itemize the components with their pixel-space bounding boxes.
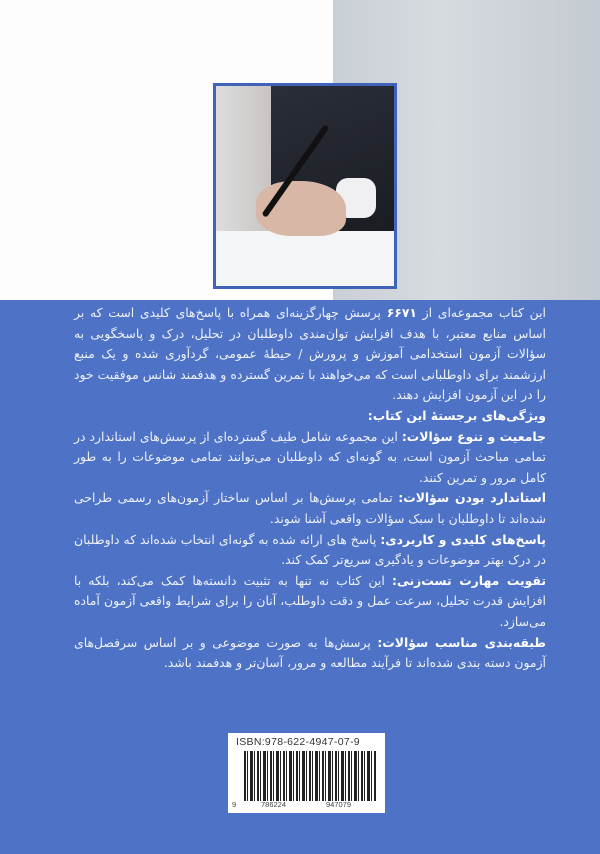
barcode-group-right: 947079 bbox=[326, 800, 352, 809]
features-heading: ویژگی‌های برجستهٔ این کتاب: bbox=[367, 407, 546, 423]
barcode-group-left: 786224 bbox=[261, 800, 287, 809]
intro-paragraph: این کتاب مجموعه‌ای از ۶۶۷۱ پرسش چهارگزینه‌ای همراه با پاسخ‌های کلیدی است که بر اساس منابع معتبر، با هدف افزایش توان‌مندی داوطلبان در تحلیل، درک و پاسخگویی به سؤالات آزمون استخدامی آموزش و پرورش / حیطهٔ عمومی، گردآوری شده و یک منبع ارزشمند برای داوطلبانی است که می‌خواهند با تمرین گسترده و هدفمند شانس موفقیت خود را در این آزمون افزایش دهند. bbox=[74, 305, 546, 403]
feature-item: پاسخ‌های کلیدی و کاربردی: پاسخ های ارائه شده به گونه‌ای انتخاب شده‌اند که داوطلبان در درک بهتر موضوعات و یادگیری سریع‌تر کمک کند. bbox=[74, 531, 546, 568]
cover-photo-writing-hand bbox=[213, 83, 397, 289]
feature-item: استاندارد بودن سؤالات: تمامی پرسش‌ها بر اساس ساختار آزمون‌های رسمی طراحی شده‌اند تا داوطلبان با سبک سؤالات واقعی آشنا شوند. bbox=[74, 490, 546, 526]
feature-item: تقویت مهارت تست‌زنی: این کتاب نه تنها به تثبیت دانسته‌ها کمک می‌کند، بلکه با افزایش قدرت تحلیل، سرعت عمل و دقت داوطلب، آنان را برای شرایط واقعی آزمون آماده می‌سازد. bbox=[74, 572, 546, 629]
back-cover-description bbox=[74, 303, 546, 674]
feature-item: جامعیت و تنوع سؤالات: این مجموعه شامل طیف گسترده‌ای از پرسش‌های استاندارد در تمامی مباحث آزمون است، به گونه‌ای که داوطلبان می‌توانند تمامی موضوعات را به طور کامل مرور و تمرین کنند. bbox=[74, 428, 546, 485]
barcode-digit-first: 9 bbox=[232, 800, 237, 809]
barcode-bars bbox=[244, 751, 376, 801]
isbn-barcode bbox=[228, 733, 385, 813]
isbn-label: ISBN:978-622-4947-07-9 bbox=[236, 736, 360, 748]
feature-item: طبقه‌بندی مناسب سؤالات: پرسش‌ها به صورت موضوعی و بر اساس سرفصل‌های آزمون دسته بندی شده‌اند تا فرآیند مطالعه و مرور، آسان‌تر و هدفمند باشد. bbox=[74, 634, 546, 671]
question-count: ۶۶۷۱ bbox=[386, 305, 417, 320]
